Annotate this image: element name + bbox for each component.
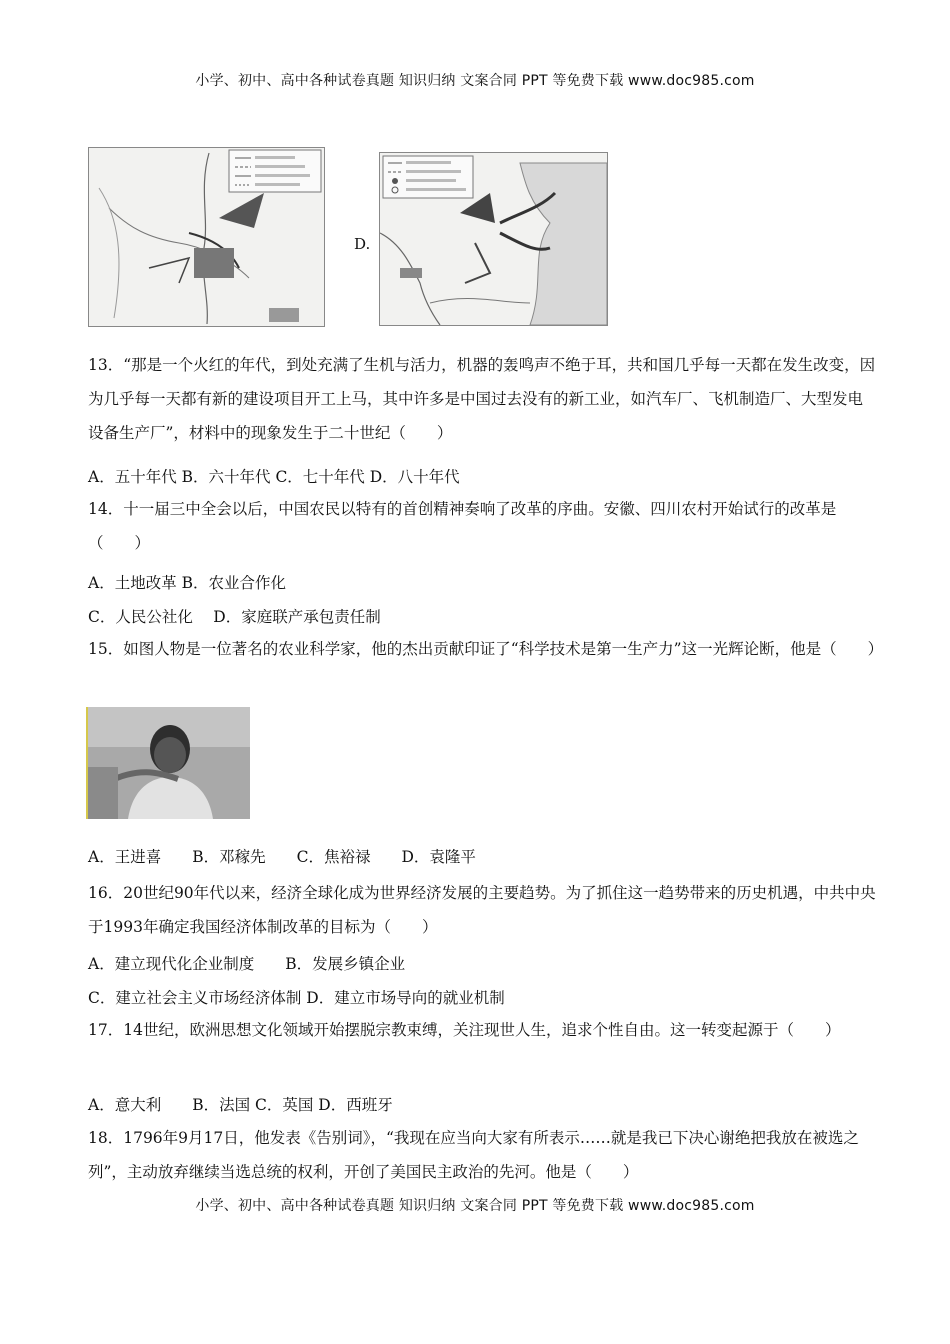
option-d-label: D.: [354, 235, 371, 253]
question-16-options-1: A．建立现代化企业制度 B．发展乡镇企业: [88, 955, 406, 973]
question-17-options: A．意大利 B．法国 C．英国 D．西班牙: [88, 1096, 393, 1114]
question-14-options-1: A．土地改革 B．农业合作化: [88, 574, 287, 592]
question-14: 14．十一届三中全会以后，中国农民以特有的首创精神奏响了改革的序曲。安徽、四川农村开始试行的改革是（ ）: [88, 500, 837, 552]
question-16: 16．20世纪90年代以来，经济全球化成为世界经济发展的主要趋势。为了抓住这一趋势带来的历史机遇，中共中央于1993年确定我国经济体制改革的目标为（ ）: [88, 884, 876, 936]
question-13: 13．“那是一个火红的年代，到处充满了生机与活力，机器的轰鸣声不绝于耳，共和国几乎每一天都在发生改变，因为几乎每一天都有新的建设项目开工上马，其中许多是中国过去没有的新工业，如汽车厂、飞机制造厂、大型发电设备生产厂”，材料中的现象发生于二十世纪（ ）: [88, 356, 876, 442]
scientist-photo: [86, 707, 250, 819]
question-14-options-2: C．人民公社化 D．家庭联产承包责任制: [88, 608, 381, 626]
map-option-d: [379, 152, 608, 326]
question-13-options: A．五十年代 B．六十年代 C．七十年代 D．八十年代: [88, 468, 460, 486]
page-header: 小学、初中、高中各种试卷真题 知识归纳 文案合同 PPT 等免费下载 www.doc985.com: [195, 73, 755, 89]
page-footer: 小学、初中、高中各种试卷真题 知识归纳 文案合同 PPT 等免费下载 www.doc985.com: [195, 1198, 755, 1214]
question-15: 15．如图人物是一位著名的农业科学家，他的杰出贡献印证了“科学技术是第一生产力”这一光辉论断，他是（ ）: [88, 640, 884, 658]
question-17: 17．14世纪，欧洲思想文化领域开始摆脱宗教束缚，关注现世人生，追求个性自由。这一转变起源于（ ）: [88, 1021, 841, 1039]
question-16-options-2: C．建立社会主义市场经济体制 D．建立市场导向的就业机制: [88, 989, 505, 1007]
question-18: 18．1796年9月17日，他发表《告别词》，“我现在应当向大家有所表示……就是我已下决心谢绝把我放在被选之列”，主动放弃继续当选总统的权利，开创了美国民主政治的先河。他是（ ）: [88, 1129, 859, 1181]
question-15-options: A．王进喜 B．邓稼先 C．焦裕禄 D．袁隆平: [88, 848, 476, 866]
map-option-c: [88, 147, 325, 327]
